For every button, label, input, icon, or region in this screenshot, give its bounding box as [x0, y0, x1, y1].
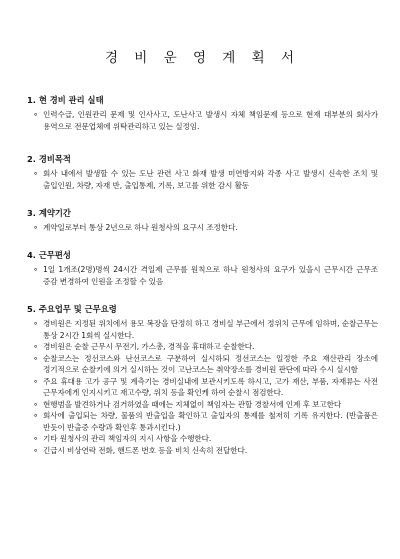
section-shift-organization: [27, 249, 378, 288]
list-item: ∘ 경비원은 순찰 근무시 무전기, 가스총, 경적을 휴대하고 순찰한다.: [33, 341, 378, 353]
section-item-list: [27, 109, 378, 133]
document-title: 경 비 운 영 계 획 서: [104, 50, 301, 66]
section-item-list: [27, 264, 378, 288]
section-heading: 3. 계약기간: [27, 208, 71, 218]
section-item-list: [27, 318, 378, 456]
list-item: ∘ 계약일로부터 통상 2년으로 하나 원청사의 요구시 조정한다.: [33, 222, 378, 234]
section-current-status: [27, 94, 378, 133]
section-item-list: [27, 222, 378, 234]
list-item: ∘ 순찰코스는 정선코스와 난선코스로 구분하여 실시하되 정선코스는 일정한 주요 재산관리 장소에 정기적으로 순찰키에 의거 실시하는 것이 고난코스는 취약장소를 경비원 판단에 따라 수시 실시함: [33, 353, 378, 376]
list-item: ∘ 인력수급, 인원관리 문제 및 인사사고, 도난사고 발생시 자체 책임문제 등으로 현재 대부분의 회사가 용역으로 전문업체에 위탁관리하고 있는 실정임.: [33, 109, 378, 133]
list-item: ∘ 회사 내에서 발생할 수 있는 도난 관련 사고 화재 발생 미연방지와 각종 사고 발생시 신속한 조치 및 출입인원, 차량, 자재 반, 출입통제, 기록, 보고를 위한 감시 활동: [33, 168, 378, 192]
list-item: ∘ 긴급시 비상연락 전화, 핸드폰 번호 등을 비치 신속히 전달한다.: [33, 445, 378, 457]
list-item: ∘ 현행범을 발견하거나 검거하였을 때에는 지체없이 책임자는 관할 경찰서에 인계 후 보고한다: [33, 399, 378, 411]
section-contract-period: [27, 207, 378, 234]
section-main-duties: [27, 303, 378, 456]
list-item: ∘ 주요 휴대용 고가 공구 및 계측기는 경비실내에 보관시키도록 하시고, 고가 재산, 부품, 자재류는 사전 근무자에게 인지시키고 재고수량, 위치 등을 확인케 하여 순찰시 점검한다.: [33, 376, 378, 399]
section-item-list: [27, 168, 378, 192]
list-item: ∘ 1일 1개조(2명)명씩 24시간 격일제 근무를 원칙으로 하나 원청사의 요구가 있을시 근무시간 근무조 증감 변경하여 인원을 조정할 수 있음: [33, 264, 378, 288]
list-item: ∘ 기타 원청사의 관리 책임자의 지시 사항을 수행한다.: [33, 433, 378, 445]
section-heading: 4. 근무편성: [27, 250, 71, 260]
section-heading: 1. 현 경비 관리 실태: [27, 95, 104, 105]
section-heading: 2. 경비목적: [27, 154, 71, 164]
list-item: ∘ 회사에 출입되는 차량, 물품의 반출입을 확인하고 출입자의 통제를 철저히 기록 유지한다. (반출품은 반듯이 반출증 수량과 확인후 통과시킨다.): [33, 410, 378, 433]
section-purpose: [27, 153, 378, 192]
section-heading: 5. 주요업무 및 근무요령: [27, 304, 117, 314]
list-item: ∘ 경비원은 지정된 위치에서 용모 복장을 단정히 하고 경비실 부근에서 정위치 근무에 임하며, 순찰근무는 통상 2시간 1회씩 실시한다.: [33, 318, 378, 341]
